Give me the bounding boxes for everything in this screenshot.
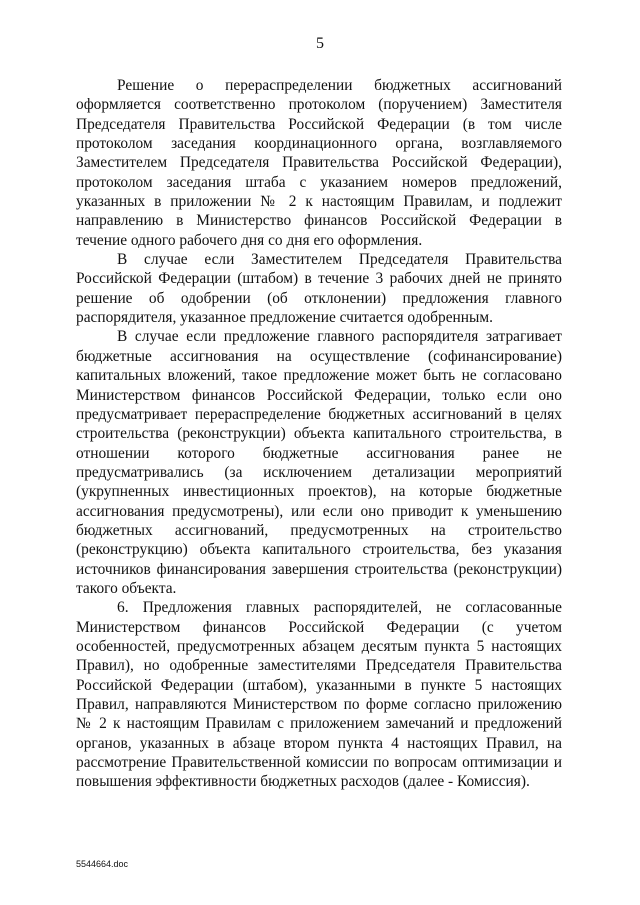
document-file-label: 5544664.doc	[76, 859, 129, 869]
paragraph-capital-investments: В случае если предложение главного распорядителя затрагивает бюджетные ассигнования на осуществление (софинансирование) капитальных вложений, такое предложение может быть не согласовано Министерством финансов Российской Федерации, только если оно предусматривает перераспределение бюджетных ассигнований в целях строительства (реконструкции) объекта капитального строительства, в отношении которого бюджетные ассигнования ранее не предусматривались (за исключением детализации мероприятий (укрупненных инвестиционных проектов), на которые бюджетные ассигнования предусмотрены), или если оно приводит к уменьшению бюджетных ассигнований, предусмотренных на строительство (реконструкцию) объекта капитального строительства, без указания источников финансирования завершения строительства (реконструкции) такого объекта.	[76, 328, 562, 597]
paragraph-approval-deadline: В случае если Заместителем Председателя Правительства Российской Федерации (штабом) в течение 3 рабочих дней не принято решение об одобрении (об отклонении) предложения главного распорядителя, указанное предложение считается одобренным.	[76, 251, 562, 327]
paragraph-decision-formalization: Решение о перераспределении бюджетных ассигнований оформляется соответственно протоколом (поручением) Заместителя Председателя Правительства Российской Федерации (в том числе протоколом заседания координационного органа, возглавляемого Заместителем Председателя Правительства Российской Федерации), протоколом заседания штаба с указанием номеров предложений, указанных в приложении № 2 к настоящим Правилам, и подлежит направлению в Министерство финансов Российской Федерации в течение одного рабочего дня со дня его оформления.	[76, 77, 562, 249]
paragraph-item-6: 6. Предложения главных распорядителей, не согласованные Министерством финансов Российской Федерации (с учетом особенностей, предусмотренных абзацем десятым пункта 5 настоящих Правил), но одобренные заместителями Председателя Правительства Российской Федерации (штабом), указанными в пункте 5 настоящих Правил, направляются Министерством по форме согласно приложению № 2 к настоящим Правилам с приложением замечаний и предложений органов, указанных в абзаце втором пункта 4 настоящих Правил, на рассмотрение Правительственной комиссии по вопросам оптимизации и повышения эффективности бюджетных расходов (далее - Комиссия).	[76, 599, 562, 791]
document-body	[76, 76, 562, 792]
page-number: 5	[316, 35, 324, 52]
